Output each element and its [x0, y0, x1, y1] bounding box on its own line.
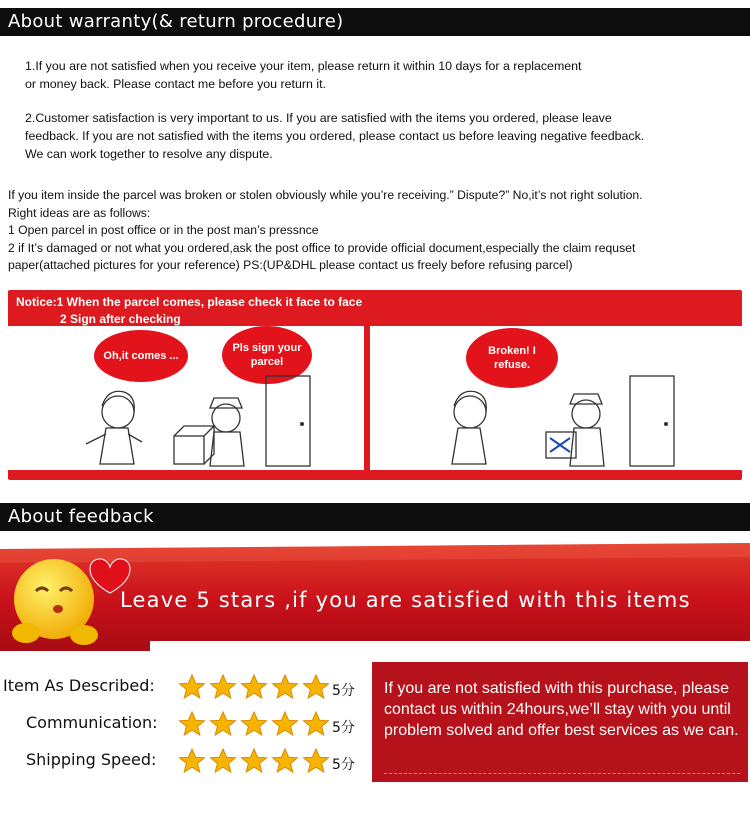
rating-label-shipping-speed: Shipping Speed:	[26, 750, 157, 769]
illustration-accept	[8, 326, 364, 470]
star-icon	[271, 674, 299, 700]
rating-label-communication: Communication:	[26, 713, 158, 732]
star-icon	[271, 748, 299, 774]
star-icon	[178, 748, 206, 774]
text-line: 1.If you are not satisfied when you receive your item, please return it within 10 days for a replacement	[25, 59, 582, 73]
rating-score: 5分	[332, 720, 355, 736]
rating-stars-shipping-speed	[178, 748, 330, 774]
text-line: 2 if It’s damaged or not what you ordered,ask the post office to provide official document,especially the claim requset	[8, 240, 636, 255]
star-icon	[240, 748, 268, 774]
star-icon	[178, 711, 206, 737]
feedback-header: About feedback	[0, 503, 750, 531]
delivery-scene-icon	[8, 326, 364, 470]
text-line: 2.Customer satisfaction is very important to us. If you are satisfied with the items you ordered, please leave	[25, 111, 612, 125]
rating-score: 5分	[332, 683, 355, 699]
warranty-paragraph-1	[25, 57, 582, 93]
illustration-refuse	[370, 326, 742, 470]
star-icon	[240, 711, 268, 737]
star-icon	[209, 711, 237, 737]
warranty-paragraph-3	[8, 187, 643, 275]
divider	[384, 773, 740, 774]
rating-score: 5分	[332, 757, 355, 773]
star-icon	[178, 674, 206, 700]
star-icon	[271, 711, 299, 737]
notice-line-2: 2 Sign after checking	[60, 312, 181, 326]
notice-title	[16, 294, 362, 328]
star-icon	[209, 674, 237, 700]
text-line: paper(attached pictures for your reference) PS:(UP&DHL please contact us freely before refusing parcel)	[8, 258, 573, 273]
speech-bubble-1: Oh,it comes ...	[94, 330, 188, 382]
warranty-header: About warranty(& return procedure)	[0, 8, 750, 36]
star-icon	[302, 711, 330, 737]
warranty-paragraph-2	[25, 109, 644, 163]
refuse-scene-icon	[370, 326, 742, 470]
notice-line-1: Notice:1 When the parcel comes, please check it face to face	[16, 295, 363, 309]
rating-stars-communication	[178, 711, 330, 737]
star-icon	[302, 748, 330, 774]
text-line: 1 Open parcel in post office or in the post man’s pressnce	[8, 223, 319, 238]
star-icon	[209, 748, 237, 774]
rating-label-item-as-described: Item As Described:	[3, 676, 155, 695]
star-icon	[240, 674, 268, 700]
speech-bubble-2: Pls sign your parcel	[222, 326, 312, 384]
banner-text: Leave 5 stars ,if you are satisfied with this items	[120, 588, 691, 612]
satisfaction-message-box	[372, 662, 748, 782]
satisfaction-message: If you are not satisfied with this purchase, please contact us within 24hours,we’ll stay with you until problem solved and offer best services as we can.	[384, 680, 739, 739]
notice-panel	[8, 290, 742, 480]
text-line: If you item inside the parcel was broken or stolen obviously while you’re receiving.” Dispute?” No,it’s not right solution.	[8, 188, 643, 202]
bubble-text: Broken! I refuse.	[488, 345, 536, 371]
text-line: feedback. If you are not satisfied with the items you ordered, please contact us before leaving negative feedback.	[25, 129, 645, 143]
text-line: We can work together to resolve any dispute.	[25, 147, 273, 161]
star-icon	[302, 674, 330, 700]
text-line: or money back. Please contact me before you return it.	[25, 77, 326, 91]
text-line: Right ideas are as follows:	[8, 205, 151, 220]
rating-stars-item-as-described	[178, 674, 330, 700]
